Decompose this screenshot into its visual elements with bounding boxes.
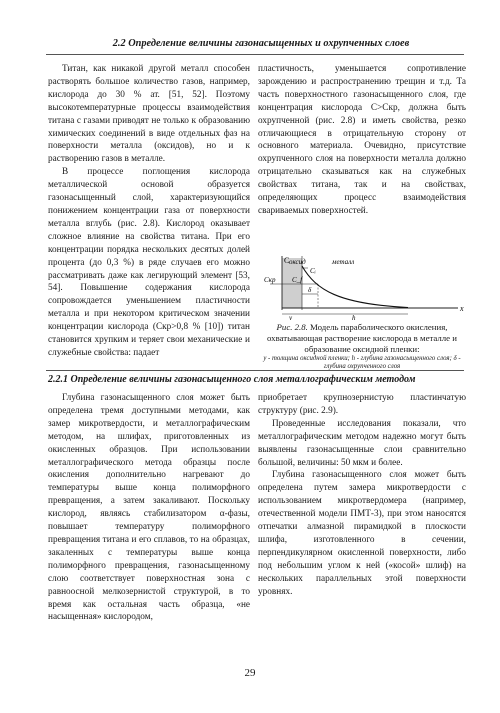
figure-caption-text: Модель параболического окисления, охватывающая растворение кислорода в металле и образование оксидной пленки:: [267, 322, 457, 354]
paragraph: приобретает крупнозернистую пластинчатую структуру (рис. 2.9).: [258, 393, 466, 416]
paragraph: В процессе поглощения кислорода металлической основой образуется газонасыщенный слой, характеризующийся понижением концентрации газа от поверхности металла вглубь (рис. 2.8). Кислород оказывает сложное влияние на свойства титана. При его концентрации порядка нескольких десятых долей процента (до 0,3 %) в ряде случаев его можно рассматривать даже как легирующий элемент [53, 54]. Повышение содержания кислорода сопровождается уменьшением пластичности металла и при некотором критическом значении концентрации кислорода (Cкр>0,8 % [10]) титан становится хрупким и теряет свои механические и служебные свойства: падает: [48, 167, 250, 358]
metal-label: металл: [332, 258, 355, 266]
oxide-label: оксид: [289, 258, 306, 266]
c-i-label: Cᵢ: [310, 267, 316, 275]
section-heading: 2.2 Определение величины газонасыщенных и охрупченных слоев: [112, 38, 410, 49]
paragraph: пластичность, уменьшается сопротивление зарождению и распространению трещин и т.д. Та часть поверхностного газонасыщенного слоя, где концентрация кислорода C>Cкр, должна быть охрупченной (рис. 2.8) и иметь свойства, резко отличающиеся в отрицательную сторону от основного материала. Очевидно, присутствие охрупченного слоя на поверхности металла должно отрицательно сказываться как на служебных свойствах титана, так и на свойствах, определяющих процесс взаимодействия свариваемых поверхностей.: [258, 64, 466, 216]
paragraph: Глубина газонасыщенного слоя может быть определена путем замера микротвердости с использованием микротвердомера (например, отечественной модели ПМТ-3), при этом наносятся отпечатки алмазной пирамидкой в плоскости шлифа, изготовленного в сечении, перпендикулярном окисленной поверхности, либо под небольшим углом к ней («косой» шлиф) на нескольких параллельных этой поверхности уровнях.: [258, 470, 466, 597]
left-column-top: [48, 63, 250, 360]
paragraph: Глубина газонасыщенного слоя может быть определена тремя доступными методами, как замер микротвердости, и металлографическим методом, на шлифах, приготовленных из окисленных образцов. При использовании металлографического метода образцы после окисления дополнительно нагревают до температуры выше конца полиморфного превращения, а затем закаливают. Поскольку кислород, являясь стабилизатором α-фазы, повышает температуру полиморфного превращения титана и его сплавов, то на образцах, закаленных с температуры выше конца полиморфного превращения, газонасыщенному слою соответствует поверхностная зона с равноосной мелкозернистой структурой, в то время как остальная часть образца, «не насыщенная» кислородом,: [48, 393, 250, 623]
figure-legend: y - толщина оксидной пленки; h - глубина газонасыщенного слоя; δ - глубина охрупченного слоя: [263, 355, 461, 371]
concentration-curve: [302, 266, 408, 308]
oxidation-model-figure: [258, 254, 466, 320]
heading-rule: [46, 54, 464, 55]
subsection-rule: [46, 370, 464, 371]
y-label: y: [289, 314, 293, 320]
right-column-top: [258, 63, 466, 218]
figure-caption-label: Рис. 2.8.: [276, 322, 308, 332]
page-number: 29: [244, 667, 256, 679]
paragraph: Титан, как никакой другой металл способен растворять большое количество газов, например, кислорода до 30 % ат. [51, 52]. Поэтому высокотемпературные процессы взаимодействия титана с газами приводят не только к образованию химических соединений в виде отдельных фаз на поверхности металла (оксидов), но и к растворению газов в металле.: [48, 64, 250, 165]
axis-c-label: C: [284, 256, 290, 265]
x-label: x: [460, 304, 464, 313]
h-label: h: [352, 314, 356, 320]
delta-label: δ: [308, 286, 312, 294]
right-column-bottom: [258, 392, 466, 599]
c-f-label: C_f: [292, 276, 303, 284]
left-column-bottom: [48, 392, 250, 624]
c-kr-label: Cкр: [264, 276, 276, 284]
figure-caption: [258, 322, 466, 355]
subsection-heading: 2.2.1 Определение величины газонасыщенного слоя металлографическим методом: [48, 374, 416, 385]
paragraph: Проведенные исследования показали, что металлографическим методом надежно могут быть выявлены газонасыщенные слои сравнительно большой, величины: 50 мкм и более.: [258, 418, 466, 468]
